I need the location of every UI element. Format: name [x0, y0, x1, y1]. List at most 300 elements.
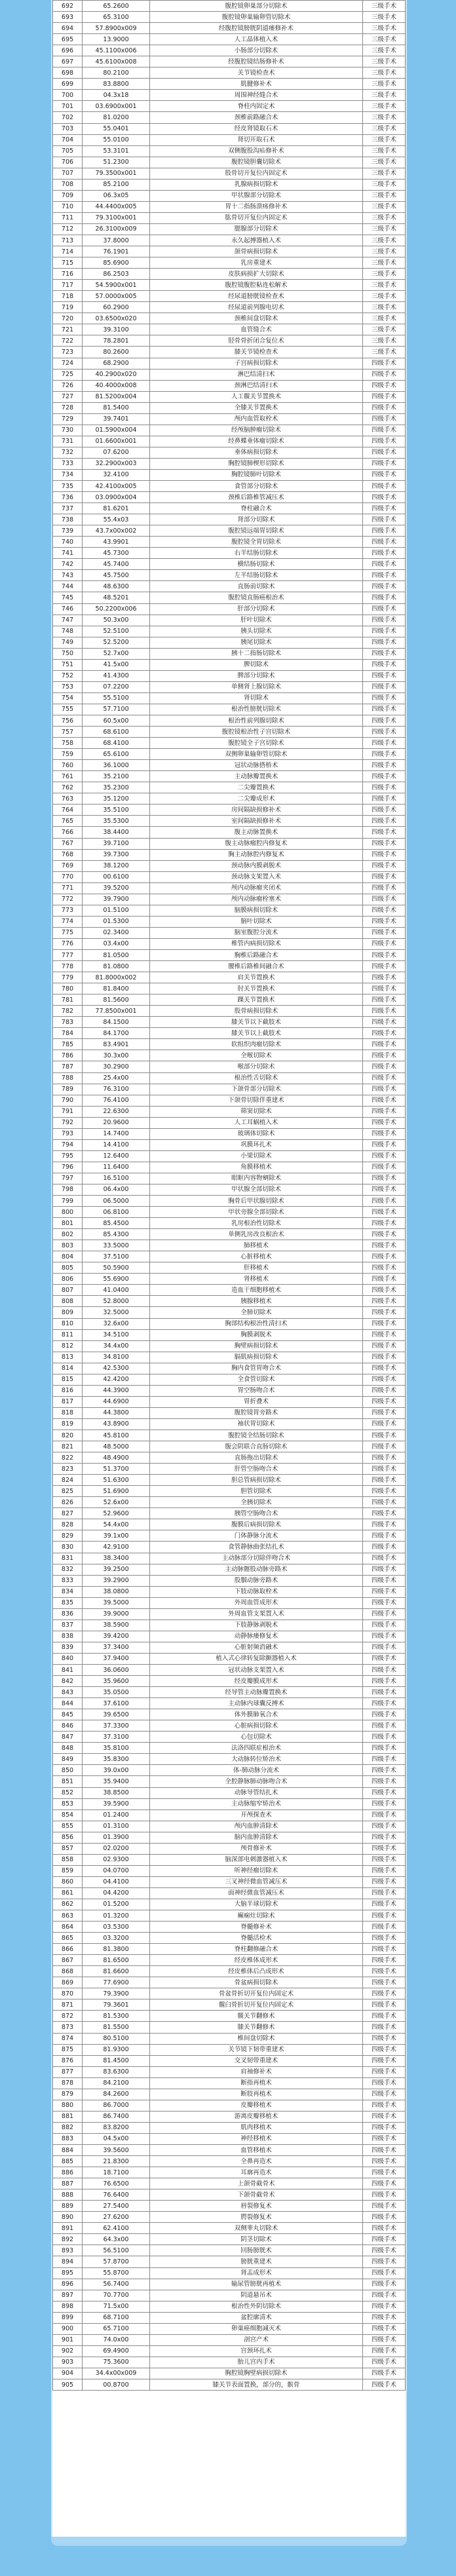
table-row: [53, 916, 406, 927]
procedure-name: 胸腔镜肺楔形切除术: [150, 458, 363, 469]
procedure-code: 41.0400: [83, 1285, 150, 1296]
procedure-name: 颅内动脉瘤栓塞术: [150, 894, 363, 905]
procedure-name: 胸骨后甲状腺切除术: [150, 1196, 363, 1207]
surgery-grade: 四级手术: [363, 1430, 406, 1441]
surgery-grade: 四级手术: [363, 2267, 406, 2279]
surgery-grade: 四级手术: [363, 1508, 406, 1519]
procedure-name: 法洛四联症根治术: [150, 1743, 363, 1754]
row-number: 895: [53, 2267, 83, 2279]
procedure-name: 乳房根治性切除术: [150, 1218, 363, 1229]
procedure-name: 主动脉内球囊反搏术: [150, 1698, 363, 1709]
table-row: [53, 1396, 406, 1407]
procedure-name: 经尿道前列腺电切术: [150, 302, 363, 313]
table-row: [53, 2100, 406, 2111]
surgery-grade: 四级手术: [363, 2022, 406, 2033]
row-number: 750: [53, 648, 83, 659]
row-number: 823: [53, 1464, 83, 1475]
surgery-grade: 四级手术: [363, 436, 406, 447]
procedure-name: 人工晶体植入术: [150, 34, 363, 45]
procedure-code: 51.3700: [83, 1464, 150, 1475]
row-number: 860: [53, 1876, 83, 1887]
row-number: 743: [53, 570, 83, 581]
procedure-name: 癫痫灶切除术: [150, 1910, 363, 1922]
procedure-name: 肾部分切除术: [150, 514, 363, 525]
procedure-code: 07.6200: [83, 447, 150, 458]
procedure-name: 骨盆骨折切开复位内固定术: [150, 1988, 363, 1999]
procedure-code: 03.6900x001: [83, 101, 150, 112]
table-row: [53, 447, 406, 458]
surgery-grade: 四级手术: [363, 882, 406, 894]
procedure-code: 53.3101: [83, 145, 150, 157]
procedure-code: 76.6400: [83, 2189, 150, 2201]
surgery-grade: 四级手术: [363, 492, 406, 503]
table-row: [53, 67, 406, 79]
surgery-grade: 四级手术: [363, 1999, 406, 2011]
procedure-code: 57.7100: [83, 704, 150, 715]
procedure-code: 20.9600: [83, 1117, 150, 1128]
procedure-name: 经颅脑肿瘤切除术: [150, 425, 363, 436]
procedure-code: 52.5200: [83, 637, 150, 648]
surgery-grade: 四级手术: [363, 358, 406, 369]
procedure-code: 57.8900x009: [83, 23, 150, 34]
table-row: [53, 1340, 406, 1352]
procedure-name: 右半结肠切除术: [150, 548, 363, 559]
table-row: [53, 369, 406, 380]
procedure-code: 80.2100: [83, 67, 150, 79]
procedure-code: 77.6900: [83, 1977, 150, 1988]
procedure-name: 胰腺移植术: [150, 1296, 363, 1307]
table-row: [53, 1944, 406, 1955]
table-row: [53, 514, 406, 525]
row-number: 724: [53, 358, 83, 369]
procedure-name: 腹腔镜直肠癌根治术: [150, 592, 363, 603]
procedure-code: 81.0800: [83, 961, 150, 972]
row-number: 864: [53, 1922, 83, 1933]
table-row: [53, 2256, 406, 2267]
sheet-bottom-edge: [51, 2537, 407, 2546]
table-row: [53, 1687, 406, 1698]
procedure-name: 心包切除术: [150, 1732, 363, 1743]
row-number: 744: [53, 581, 83, 592]
procedure-code: 39.7401: [83, 413, 150, 425]
row-number: 753: [53, 681, 83, 692]
surgery-grade: 四级手术: [363, 1352, 406, 1363]
surgery-grade: 四级手术: [363, 871, 406, 882]
procedure-name: 关节镜检查术: [150, 67, 363, 79]
table-row: [53, 827, 406, 838]
table-row: [53, 413, 406, 425]
procedure-name: 腹腔镜远端胃切除术: [150, 525, 363, 537]
row-number: 742: [53, 559, 83, 570]
procedure-name: 淋巴结清扫术: [150, 369, 363, 380]
surgery-grade: 四级手术: [363, 1933, 406, 1944]
surgery-grade: 四级手术: [363, 1586, 406, 1597]
procedure-name: 角膜移植术: [150, 1162, 363, 1173]
procedure-name: 全食管切除术: [150, 1374, 363, 1385]
surgery-grade: 三级手术: [363, 157, 406, 168]
surgery-table: [52, 0, 406, 2391]
procedure-name: 双侧腹股沟疝修补术: [150, 145, 363, 157]
procedure-name: 胸腔镜肺叶切除术: [150, 469, 363, 480]
procedure-name: 腹腔镜胃旁路术: [150, 1407, 363, 1418]
procedure-name: 断指再植术: [150, 2077, 363, 2089]
procedure-code: 02.0200: [83, 1843, 150, 1854]
procedure-name: 血管移植术: [150, 2145, 363, 2156]
procedure-code: 76.1901: [83, 246, 150, 257]
procedure-name: 左半结肠切除术: [150, 570, 363, 581]
row-number: 696: [53, 45, 83, 56]
row-number: 755: [53, 704, 83, 715]
surgery-grade: 四级手术: [363, 1821, 406, 1832]
procedure-name: 二尖瓣成形术: [150, 793, 363, 805]
row-number: 885: [53, 2156, 83, 2167]
procedure-code: 54.4x00: [83, 1519, 150, 1530]
procedure-code: 37.9400: [83, 1653, 150, 1664]
surgery-grade: 四级手术: [363, 2234, 406, 2245]
procedure-code: 35.5300: [83, 816, 150, 827]
procedure-name: 面神经微血管减压术: [150, 1887, 363, 1899]
procedure-name: 膝关节以下截肢术: [150, 1017, 363, 1028]
table-row: [53, 2033, 406, 2044]
surgery-grade: 四级手术: [363, 2290, 406, 2301]
table-row: [53, 603, 406, 615]
procedure-code: 03.4x00: [83, 938, 150, 949]
procedure-code: 39.7100: [83, 838, 150, 849]
row-number: 897: [53, 2290, 83, 2301]
surgery-grade: 四级手术: [363, 1385, 406, 1396]
procedure-code: 30.2900: [83, 1061, 150, 1072]
row-number: 716: [53, 269, 83, 280]
procedure-code: 06.5000: [83, 1196, 150, 1207]
procedure-code: 01.3200: [83, 1910, 150, 1922]
table-row: [53, 1955, 406, 1966]
procedure-name: 经皮肾镜取石术: [150, 123, 363, 134]
procedure-name: 直肠拖出切除术: [150, 1452, 363, 1464]
surgery-grade: 四级手术: [363, 413, 406, 425]
procedure-code: 43.8900: [83, 1418, 150, 1430]
procedure-code: 76.3100: [83, 1084, 150, 1095]
table-row: [53, 1542, 406, 1553]
procedure-name: 断肢再植术: [150, 2089, 363, 2100]
procedure-name: 门体静脉分流术: [150, 1530, 363, 1542]
procedure-code: 84.1500: [83, 1017, 150, 1028]
table-row: [53, 1475, 406, 1486]
surgery-grade: 四级手术: [363, 1809, 406, 1821]
row-number: 853: [53, 1798, 83, 1809]
table-row: [53, 1207, 406, 1218]
row-number: 900: [53, 2323, 83, 2334]
procedure-name: 根治性膀胱切除术: [150, 704, 363, 715]
surgery-grade: 四级手术: [363, 503, 406, 514]
table-row: [53, 670, 406, 681]
row-number: 808: [53, 1296, 83, 1307]
table-row: [53, 79, 406, 90]
table-row: [53, 749, 406, 760]
row-number: 780: [53, 983, 83, 994]
surgery-grade: 四级手术: [363, 1542, 406, 1553]
table-row: [53, 2212, 406, 2223]
table-row: [53, 324, 406, 335]
table-row: [53, 559, 406, 570]
surgery-grade: 四级手术: [363, 1251, 406, 1262]
procedure-code: 00.6100: [83, 871, 150, 882]
procedure-name: 双侧卵巢输卵管切除术: [150, 749, 363, 760]
procedure-name: 脑膜病损切除术: [150, 905, 363, 916]
row-number: 710: [53, 201, 83, 212]
surgery-grade: 四级手术: [363, 1743, 406, 1754]
row-number: 849: [53, 1754, 83, 1765]
procedure-code: 01.5200: [83, 1899, 150, 1910]
table-row: [53, 23, 406, 34]
procedure-name: 外周血管支架置入术: [150, 1608, 363, 1619]
procedure-name: 神经移植术: [150, 2133, 363, 2144]
procedure-name: 玻璃体切除术: [150, 1128, 363, 1139]
row-number: 832: [53, 1564, 83, 1575]
row-number: 844: [53, 1698, 83, 1709]
procedure-code: 44.3800: [83, 1407, 150, 1418]
procedure-code: 04.5x00: [83, 2133, 150, 2144]
table-row: [53, 112, 406, 123]
table-row: [53, 313, 406, 324]
row-number: 751: [53, 659, 83, 670]
surgery-grade: 四级手术: [363, 1150, 406, 1162]
procedure-name: 耳廓再造术: [150, 2167, 363, 2178]
row-number: 830: [53, 1542, 83, 1553]
surgery-grade: 四级手术: [363, 1296, 406, 1307]
procedure-code: 83.8200: [83, 2122, 150, 2133]
table-row: [53, 1619, 406, 1631]
row-number: 785: [53, 1039, 83, 1050]
row-number: 848: [53, 1743, 83, 1754]
surgery-grade: 四级手术: [363, 2044, 406, 2055]
procedure-code: 06.3x05: [83, 190, 150, 201]
surgery-grade: 四级手术: [363, 369, 406, 380]
procedure-code: 39.0x00: [83, 1765, 150, 1776]
row-number: 876: [53, 2055, 83, 2066]
surgery-grade: 四级手术: [363, 2323, 406, 2334]
table-row: [53, 391, 406, 402]
surgery-grade: 三级手术: [363, 190, 406, 201]
procedure-code: 77.8500x001: [83, 1006, 150, 1017]
row-number: 863: [53, 1910, 83, 1922]
procedure-code: 54.5900x001: [83, 280, 150, 291]
surgery-grade: 四级手术: [363, 1128, 406, 1139]
row-number: 892: [53, 2234, 83, 2245]
procedure-code: 57.8700: [83, 2256, 150, 2267]
surgery-grade: 四级手术: [363, 1207, 406, 1218]
surgery-grade: 三级手术: [363, 179, 406, 190]
procedure-name: 皮肤病损扩大切除术: [150, 269, 363, 280]
surgery-grade: 四级手术: [363, 1274, 406, 1285]
row-number: 794: [53, 1139, 83, 1150]
row-number: 769: [53, 860, 83, 871]
row-number: 820: [53, 1430, 83, 1441]
procedure-code: 64.3x00: [83, 2234, 150, 2245]
procedure-code: 83.8800: [83, 79, 150, 90]
table-row: [53, 1017, 406, 1028]
row-number: 759: [53, 749, 83, 760]
surgery-grade: 四级手术: [363, 782, 406, 793]
table-row: [53, 1821, 406, 1832]
table-row: [53, 492, 406, 503]
row-number: 904: [53, 2368, 83, 2379]
table-row: [53, 715, 406, 727]
surgery-grade: 四级手术: [363, 1218, 406, 1229]
procedure-name: 颅内血管取栓术: [150, 413, 363, 425]
table-row: [53, 1363, 406, 1374]
surgery-grade: 四级手术: [363, 391, 406, 402]
row-number: 833: [53, 1575, 83, 1586]
row-number: 905: [53, 2379, 83, 2390]
procedure-name: 主动脉缩窄矫治术: [150, 1798, 363, 1809]
procedure-name: 冠状动脉支架置入术: [150, 1664, 363, 1675]
row-number: 801: [53, 1218, 83, 1229]
procedure-code: 39.6500: [83, 1709, 150, 1720]
surgery-grade: 四级手术: [363, 994, 406, 1006]
procedure-code: 32.2900x003: [83, 458, 150, 469]
procedure-name: 主动脉瓣置换术: [150, 771, 363, 782]
surgery-grade: 四级手术: [363, 1709, 406, 1720]
row-number: 707: [53, 168, 83, 179]
surgery-grade: 四级手术: [363, 1676, 406, 1687]
row-number: 850: [53, 1765, 83, 1776]
table-row: [53, 56, 406, 67]
procedure-code: 32.4100: [83, 469, 150, 480]
row-number: 735: [53, 481, 83, 492]
procedure-code: 48.5201: [83, 592, 150, 603]
row-number: 880: [53, 2100, 83, 2111]
surgery-grade: 四级手术: [363, 1955, 406, 1966]
surgery-grade: 四级手术: [363, 1698, 406, 1709]
table-row: [53, 1385, 406, 1396]
row-number: 843: [53, 1687, 83, 1698]
procedure-code: 37.8000: [83, 235, 150, 246]
procedure-name: 小肠部分切除术: [150, 45, 363, 56]
surgery-grade: 四级手术: [363, 1944, 406, 1955]
table-row: [53, 1095, 406, 1106]
procedure-code: 48.4900: [83, 1452, 150, 1464]
table-row: [53, 280, 406, 291]
procedure-code: 35.0500: [83, 1687, 150, 1698]
procedure-code: 51.6900: [83, 1486, 150, 1497]
procedure-name: 腹腔镜全子宫切除术: [150, 738, 363, 749]
row-number: 727: [53, 391, 83, 402]
procedure-code: 04.0700: [83, 1865, 150, 1876]
row-number: 799: [53, 1196, 83, 1207]
row-number: 852: [53, 1787, 83, 1798]
row-number: 693: [53, 12, 83, 23]
row-number: 791: [53, 1106, 83, 1117]
procedure-name: 乳房重建术: [150, 257, 363, 269]
table-row: [53, 1709, 406, 1720]
table-row: [53, 2379, 406, 2390]
procedure-name: 颅内动脉瘤夹闭术: [150, 882, 363, 894]
table-row: [53, 2189, 406, 2201]
surgery-grade: 四级手术: [363, 816, 406, 827]
surgery-grade: 四级手术: [363, 894, 406, 905]
table-row: [53, 1553, 406, 1564]
procedure-code: 65.3100: [83, 12, 150, 23]
procedure-code: 34.5100: [83, 1329, 150, 1340]
surgery-grade: 四级手术: [363, 1050, 406, 1061]
table-row: [53, 1452, 406, 1464]
surgery-grade: 四级手术: [363, 1966, 406, 1977]
row-number: 726: [53, 380, 83, 391]
procedure-name: 脊髓活检术: [150, 1933, 363, 1944]
table-row: [53, 1575, 406, 1586]
procedure-name: 腹主动脉置换术: [150, 827, 363, 838]
row-number: 718: [53, 291, 83, 302]
row-number: 708: [53, 179, 83, 190]
row-number: 789: [53, 1084, 83, 1095]
table-row: [53, 190, 406, 201]
surgery-grade: 四级手术: [363, 749, 406, 760]
surgery-grade: 四级手术: [363, 1464, 406, 1475]
procedure-name: 胫骨骨折闭合复位术: [150, 335, 363, 347]
procedure-code: 76.4100: [83, 1095, 150, 1106]
surgery-grade: 四级手术: [363, 1363, 406, 1374]
procedure-name: 胸椎后路融合术: [150, 949, 363, 960]
row-number: 721: [53, 324, 83, 335]
row-number: 722: [53, 335, 83, 347]
row-number: 725: [53, 369, 83, 380]
surgery-grade: 四级手术: [363, 2011, 406, 2022]
procedure-name: 腹腔镜全胃切除术: [150, 537, 363, 548]
table-row: [53, 1899, 406, 1910]
surgery-grade: 三级手术: [363, 12, 406, 23]
table-row: [53, 1352, 406, 1363]
surgery-grade: 四级手术: [363, 1922, 406, 1933]
procedure-name: 肩袖修补术: [150, 2066, 363, 2077]
row-number: 782: [53, 1006, 83, 1017]
procedure-name: 股骨病损切除术: [150, 1006, 363, 1017]
procedure-name: 游离皮瓣移植术: [150, 2111, 363, 2122]
table-row: [53, 2201, 406, 2212]
table-row: [53, 1196, 406, 1207]
procedure-name: 大脑半球切除术: [150, 1899, 363, 1910]
procedure-code: 45.8100: [83, 1430, 150, 1441]
row-number: 878: [53, 2077, 83, 2089]
procedure-code: 34.4x00: [83, 1340, 150, 1352]
row-number: 815: [53, 1374, 83, 1385]
table-row: [53, 838, 406, 849]
table-row: [53, 2133, 406, 2144]
procedure-code: 81.9300: [83, 2044, 150, 2055]
procedure-name: 主动脉髂股动脉旁路术: [150, 1564, 363, 1575]
procedure-name: 胃空肠吻合术: [150, 1385, 363, 1396]
surgery-grade: 四级手术: [363, 1608, 406, 1619]
procedure-code: 37.3100: [83, 1732, 150, 1743]
surgery-grade: 四级手术: [363, 2357, 406, 2368]
row-number: 747: [53, 615, 83, 626]
row-number: 712: [53, 223, 83, 235]
surgery-grade: 四级手术: [363, 927, 406, 938]
procedure-code: 81.5500: [83, 2022, 150, 2033]
procedure-code: 55.6900: [83, 1274, 150, 1285]
row-number: 827: [53, 1508, 83, 1519]
surgery-grade: 四级手术: [363, 626, 406, 637]
row-number: 836: [53, 1608, 83, 1619]
surgery-grade: 四级手术: [363, 2201, 406, 2212]
procedure-name: 颈淋巴结清扫术: [150, 380, 363, 391]
table-row: [53, 1240, 406, 1251]
procedure-code: 68.2900: [83, 358, 150, 369]
table-row: [53, 223, 406, 235]
surgery-grade: 四级手术: [363, 949, 406, 960]
procedure-code: 60.5x00: [83, 715, 150, 727]
surgery-grade: 三级手术: [363, 257, 406, 269]
surgery-grade: 四级手术: [363, 1028, 406, 1039]
